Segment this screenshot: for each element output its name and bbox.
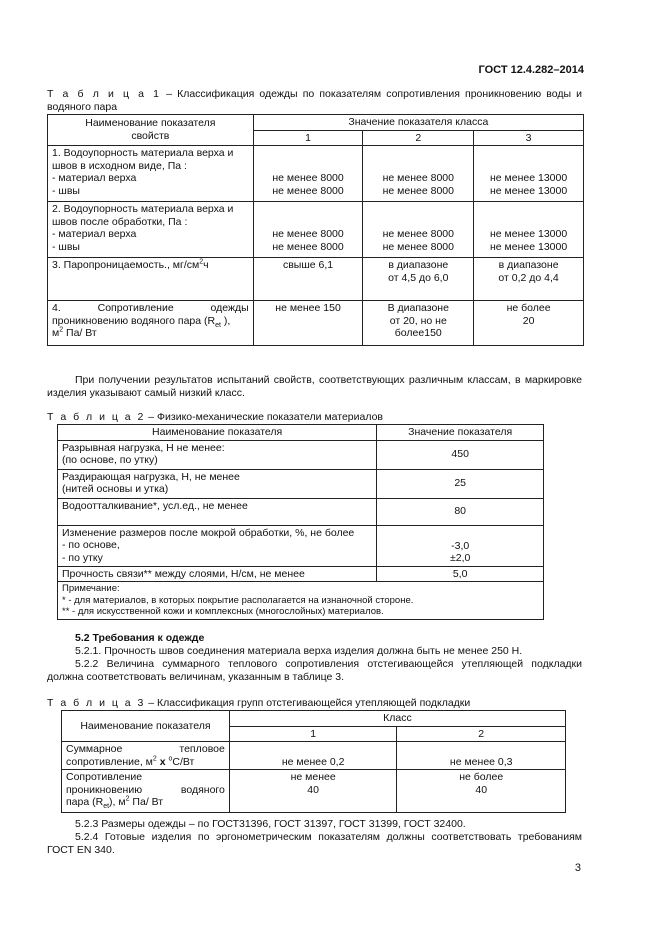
cell-value: не менее 13000 — [489, 172, 568, 184]
cell-value: 450 — [377, 440, 544, 469]
row-label: - материал верха — [52, 228, 137, 240]
table1 — [47, 114, 584, 346]
table2-caption — [47, 411, 383, 424]
table3-header-row — [62, 711, 566, 727]
cell-value: свыше 6,1 — [282, 259, 334, 271]
paragraph-5-2-4: 5.2.4 Готовые изделия по эргонометрическим показателям должны соответствовать требованиям ГОСТ EN 340. — [47, 831, 582, 856]
table-row — [58, 566, 544, 582]
row-label: (нитей основы и утка) — [62, 483, 169, 495]
cell-value: не менее 8000 — [382, 184, 454, 197]
table2-caption-text: – Физико-механические показатели материалов — [145, 411, 384, 423]
cell-value: не менее 13000 — [489, 240, 568, 253]
cell-value: не менее 8000 — [272, 184, 344, 197]
table1-class-2: 2 — [363, 130, 474, 146]
cell-value: не более — [506, 302, 551, 314]
table2-col-value: Значение показателя — [377, 425, 544, 441]
cell-value: в диапазоне — [498, 259, 559, 271]
table2 — [57, 424, 544, 620]
document-code: ГОСТ 12.4.282–2014 — [478, 64, 584, 76]
row-label: (по основе, по утку) — [62, 454, 158, 466]
note-item: ** - для искусственной кожи и комплексных (многослойных) материалов. — [62, 606, 384, 617]
row-label: Сопротивление проникновению водяного пара $(R_{et})$, $м^2$ Па/ Вт — [62, 770, 230, 813]
row-label: Прочность связи** между слоями, Н/см, не менее — [62, 567, 305, 580]
table-row — [58, 440, 544, 469]
cell-value: в диапазоне — [388, 259, 449, 271]
row-label: швов после обработки, Па : — [52, 215, 188, 228]
cell-value: 5,0 — [377, 566, 544, 582]
cell-value: не менее 0,2 — [229, 742, 397, 770]
cell-value: не менее — [290, 771, 336, 783]
table3 — [61, 710, 566, 813]
row-label: Суммарное тепловое сопротивление, $м^2$ х $^о$С/Вт — [62, 742, 230, 770]
cell-value: не менее 8000 — [272, 228, 344, 240]
cell-value: не менее 8000 — [272, 240, 344, 253]
cell-value: не менее 13000 — [489, 228, 568, 240]
table1-header-row — [48, 115, 584, 131]
table-row — [48, 258, 584, 301]
row-label: - швы — [52, 240, 80, 253]
table2-notes-row — [58, 582, 544, 620]
row-label: Водоотталкивание*, усл.ед., не менее — [62, 499, 248, 512]
cell-value: не менее 0,3 — [397, 742, 566, 770]
row-label: 2. Водоупорность материала верха и — [52, 203, 234, 215]
table3-col-name: Наименование показателя — [62, 711, 230, 742]
row-label: Раздирающая нагрузка, Н, не менее — [62, 470, 240, 483]
cell-value: не менее 8000 — [272, 172, 344, 184]
paragraph-5-2-1: 5.2.1. Прочность швов соединения материала верха изделия должна быть не менее 250 Н. — [75, 645, 523, 657]
row-label: швов в исходном виде, Па : — [52, 159, 187, 172]
cell-value: не менее 8000 — [382, 228, 454, 240]
row-label: - по утку — [62, 551, 103, 564]
row-label: 3. Паропроницаемость., $мг/см^2ч$ — [48, 258, 254, 301]
cell-value: не менее 8000 — [382, 172, 454, 184]
table1-caption — [47, 88, 582, 114]
table-row — [48, 202, 584, 258]
table-row — [58, 525, 544, 566]
table3-caption-prefix: Т а б л и ц а 3 — [47, 697, 146, 709]
note-title: Примечание: — [62, 583, 120, 594]
cell-value: 80 — [377, 498, 544, 525]
table1-class-3: 3 — [474, 130, 584, 146]
cell-value: 40 — [475, 783, 488, 796]
table-row — [62, 770, 566, 813]
cell-value: 40 — [307, 783, 319, 796]
row-label: - по основе, — [62, 539, 120, 551]
cell-value: ±2,0 — [449, 552, 471, 564]
table1-class-1: 1 — [253, 130, 363, 146]
cell-value: 25 — [377, 469, 544, 498]
cell-value: -3,0 — [451, 539, 470, 552]
table1-caption-text: – Классификация одежды по показателям сопротивления проникновению воды и водяного пара — [47, 88, 583, 113]
table3-class-1: 1 — [229, 726, 397, 742]
row-label: 4. Сопротивление одежды проникновению водяного пара ($R_{et}$ ), $м^2$ Па/ Вт — [48, 301, 254, 346]
cell-value: 20 — [522, 314, 535, 327]
cell-value: от 0,2 до 4,4 — [498, 271, 559, 284]
table3-class-2: 2 — [397, 726, 566, 742]
table2-header-row — [58, 425, 544, 441]
table-row — [62, 742, 566, 770]
table-row — [58, 469, 544, 498]
table3-caption-text: – Классификация групп отстегивающейся утепляющей подкладки — [145, 697, 471, 709]
row-label: Изменение размеров после мокрой обработки, %, не более — [62, 526, 355, 539]
row-label: 1. Водоупорность материала верха и — [52, 147, 234, 159]
cell-value: не менее 150 — [275, 302, 341, 314]
cell-value: более150 — [394, 327, 442, 339]
table1-col-value: Значение показателя класса — [253, 115, 583, 131]
page-number: 3 — [574, 862, 581, 874]
cell-value: не менее 13000 — [489, 184, 568, 197]
cell-value: от 20, но не — [389, 314, 447, 327]
row-label: - материал верха — [52, 172, 137, 184]
table-row — [58, 498, 544, 525]
table3-caption — [47, 697, 470, 710]
table2-col-name: Наименование показателя — [58, 425, 377, 441]
table2-caption-prefix: Т а б л и ц а 2 — [47, 411, 146, 423]
cell-value: В диапазоне — [387, 302, 449, 314]
table-row — [48, 146, 584, 202]
paragraph-5-2-2: 5.2.2 Величина суммарного теплового сопротивления отстегивающейся утепляющей подкладки должна соответствовать величинам, указанным в таблице 3. — [47, 658, 582, 683]
section-heading: 5.2 Требования к одежде — [75, 632, 205, 644]
table1-col-name: Наименование показателя свойств — [48, 115, 254, 146]
cell-value: не более — [459, 771, 504, 783]
table-row — [48, 301, 584, 346]
cell-value: не менее 8000 — [382, 240, 454, 253]
table3-col-class: Класс — [229, 711, 565, 727]
paragraph-lowest-class: При получении результатов испытаний свойств, соответствующих различным классам, в маркировке изделия указывают самый низкий класс. — [47, 374, 582, 399]
cell-value: от 4,5 до 6,0 — [388, 271, 449, 284]
table1-caption-prefix: Т а б л и ц а 1 — [47, 88, 161, 100]
row-label: Разрывная нагрузка, Н не менее: — [62, 441, 225, 454]
paragraph-5-2-3: 5.2.3 Размеры одежды – по ГОСТ31396, ГОСТ 31397, ГОСТ 31399, ГОСТ 32400. — [75, 818, 466, 830]
row-label: - швы — [52, 184, 80, 197]
note-item: * - для материалов, в которых покрытие располагается на изнаночной стороне. — [62, 594, 414, 606]
